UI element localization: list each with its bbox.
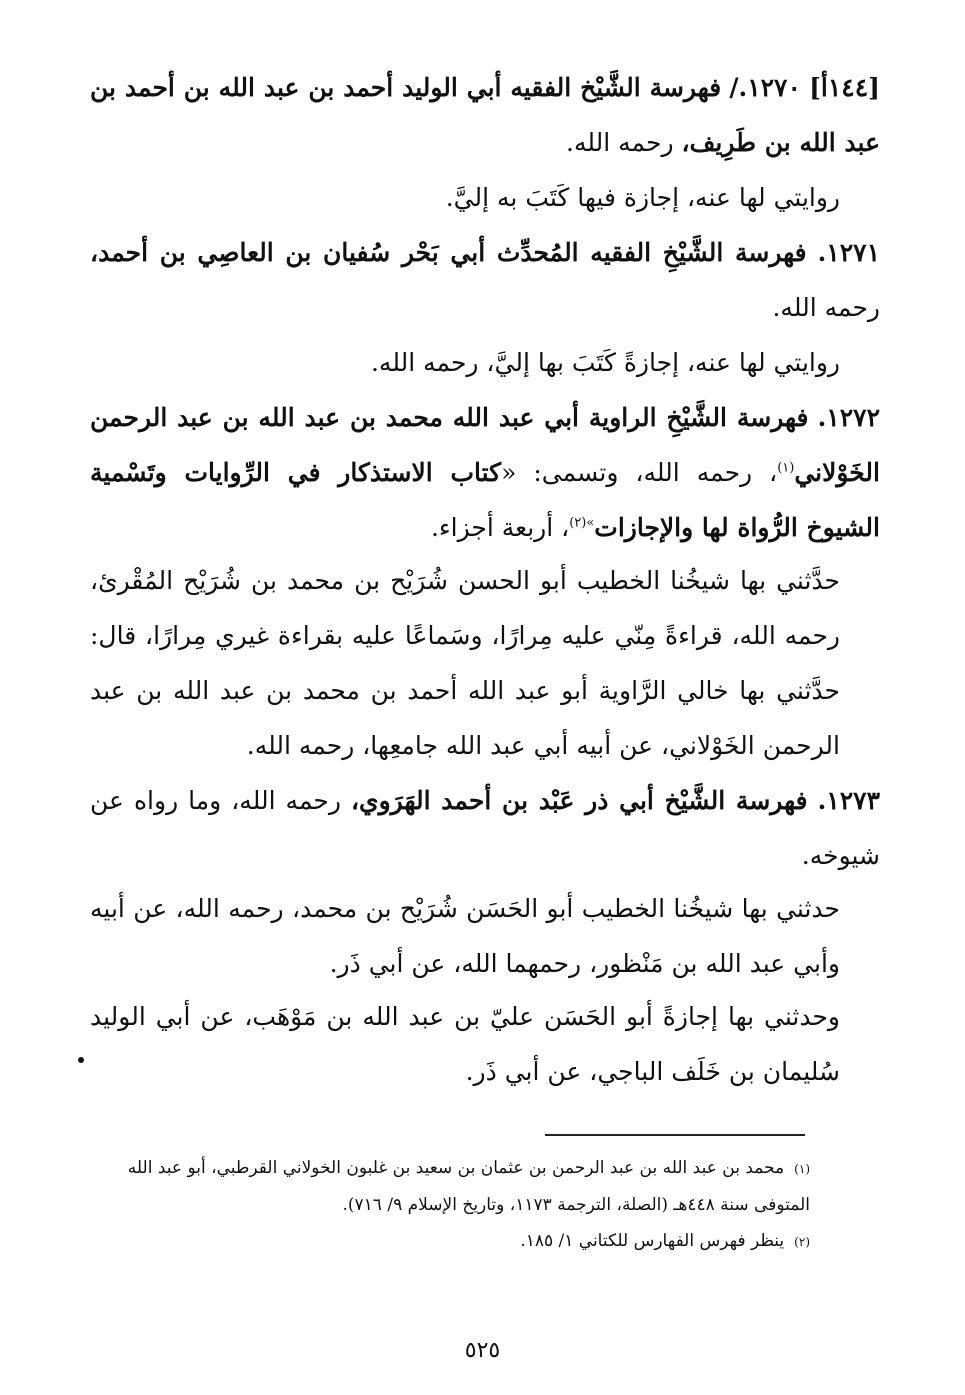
entry-1271-heading bbox=[90, 225, 880, 335]
entry-title: فهرسة الشَّيْخِ الراوية أبي عبد الله محمد بن عبد الله بن عبد الرحمن الخَوْلاني bbox=[90, 403, 880, 487]
folio-reference: [١٤٤أ] bbox=[809, 73, 880, 102]
entry-title-tail: رحمه الله. bbox=[566, 128, 682, 157]
footnote-marker: (١) bbox=[794, 1162, 810, 1176]
entry-title-tail: رحمه الله، وما رواه عن شيوخه. bbox=[90, 786, 880, 870]
entry-1271-body: روايتي لها عنه، إجازةً كَتَبَ بها إليَّ، رحمه الله. bbox=[370, 348, 840, 377]
page-body bbox=[90, 60, 880, 1099]
margin-dot bbox=[78, 1057, 84, 1063]
entry-number: ١٢٧٣. bbox=[817, 786, 880, 815]
entry-title-middle: ، رحمه الله، وتسمى: « bbox=[501, 458, 778, 487]
footnote-separator bbox=[545, 1134, 805, 1136]
entry-1270-heading bbox=[90, 60, 880, 170]
page-number: ٥٢٥ bbox=[464, 1338, 501, 1363]
entry-title: فهرسة الشَّيْخ أبي ذر عَبْد بن أحمد الهَرَوي، bbox=[350, 786, 808, 815]
footnote-marker-1: (١) bbox=[777, 460, 795, 476]
entry-1272-heading bbox=[90, 390, 880, 555]
footnote-marker: (٢) bbox=[794, 1235, 810, 1249]
entry-1270-body: روايتي لها عنه، إجازة فيها كَتَبَ به إليَّ. bbox=[445, 183, 840, 212]
entry-title-tail: ، أربعة أجزاء. bbox=[430, 513, 570, 542]
entry-1273-body-2: وحدثني بها إجازةً أبو الحَسَن عليّ بن عبد الله بن مَوْهَب، عن أبي الوليد سُليمان بن خَلَف الباجي، عن أبي ذَر. bbox=[90, 1002, 840, 1086]
entry-title: فهرسة الشَّيْخ الفقيه أبي الوليد أحمد بن عبد الله بن أحمد بن عبد الله بن طَرِيف، bbox=[90, 73, 880, 157]
footnote-text: ينظر فهرس الفهارس للكتاني ١/ ١٨٥. bbox=[520, 1231, 785, 1251]
entry-1273-heading bbox=[90, 773, 880, 883]
footnote-2 bbox=[90, 1223, 810, 1260]
entry-1272-body: حدَّثني بها شيخُنا الخطيب أبو الحسن شُرَيْح بن محمد بن شُرَيْح المُقْرئ، رحمه الله، قراءةً مِنّي عليه مِرارًا، وسَماعًا عليه بقراءة غيري مِرارًا، قال: حدَّثني بها خالي الرَّاوية أبو عبد الله أحمد بن محمد بن عبد الله بن عبد الرحمن الخَوْلاني، عن أبيه أبي عبد الله جامعِها، رحمه الله. bbox=[90, 566, 840, 760]
entry-title: فهرسة الشَّيْخِ الفقيه المُحدِّث أبي بَحْر سُفيان بن العاصِي بن أحمد، bbox=[90, 238, 807, 267]
entry-1273-body-1: حدثني بها شيخُنا الخطيب أبو الحَسَن شُرَيْح بن محمد، رحمه الله، عن أبيه وأبي عبد الله بن مَنْظور، رحمهما الله، عن أبي ذَر. bbox=[90, 894, 840, 978]
footnotes bbox=[90, 1150, 810, 1260]
footnote-marker-2: »(٢) bbox=[569, 515, 595, 531]
entry-number: ١٢٧١. bbox=[817, 238, 880, 267]
footnote-text: محمد بن عبد الله بن عبد الرحمن بن عثمان بن سعيد بن غلبون الخولاني القرطبي، أبو عبد الله المتوفى سنة ٤٤٨هـ (الصلة، الترجمة ١١٧٣، وتاريخ الإسلام ٩/ ٧١٦). bbox=[127, 1158, 810, 1215]
footnote-1 bbox=[90, 1150, 810, 1223]
entry-number: ١٢٧٠./ bbox=[729, 73, 801, 102]
entry-title-tail: رحمه الله. bbox=[772, 293, 880, 322]
entry-number: ١٢٧٢. bbox=[817, 403, 880, 432]
book-title: كتاب الاستذكار في الرِّوايات وتَسْمية الشيوخ الرُّواة لها والإجازات bbox=[90, 458, 880, 542]
